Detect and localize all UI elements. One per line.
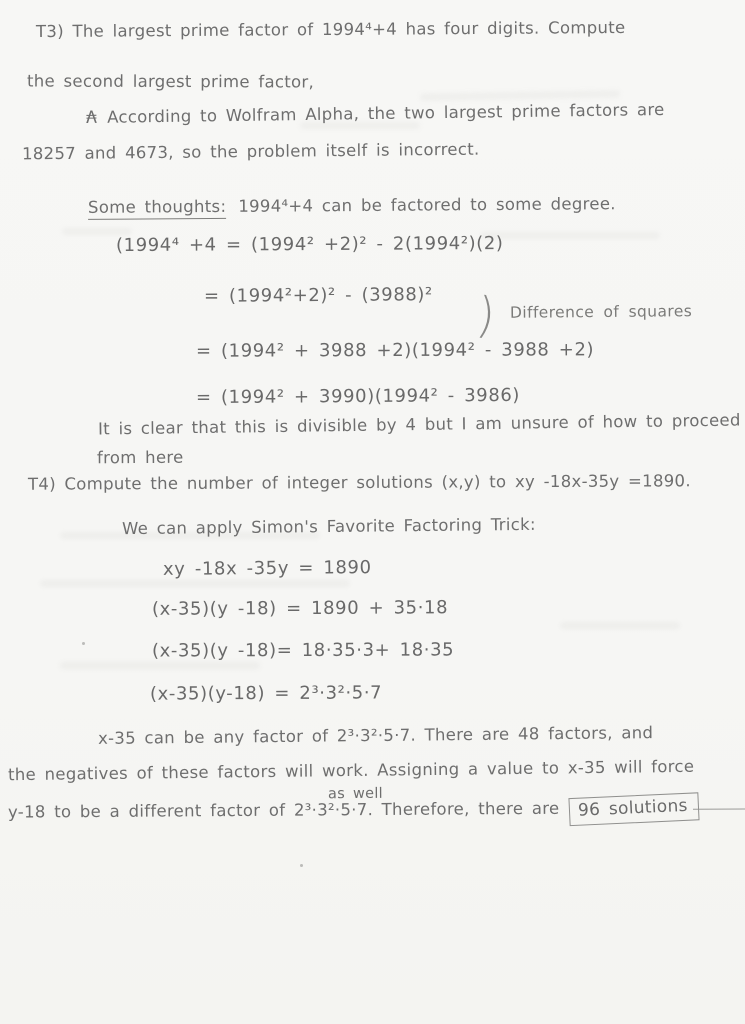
t4-insertion-as-well: as well	[327, 785, 384, 803]
t3-remark-line1: It is clear that this is divisible by 4 but I am unsure of how to proceed	[97, 410, 741, 439]
t3-remark-line2: from here	[96, 447, 184, 468]
t4-statement: T4) Compute the number of integer solutions (x,y) to xy -18x-35y =1890.	[27, 471, 691, 494]
t4-equation-1: xy -18x -35y = 1890	[162, 557, 372, 580]
bleed-through-artifact	[560, 622, 680, 629]
t3-wolfram-note-text: According to Wolfram Alpha, the two largest prime factors are	[107, 99, 665, 127]
t3-wolfram-note-line2: 18257 and 4673, so the problem itself is incorrect.	[21, 139, 480, 164]
t3-equation-2: = (1994²+2)² - (3988)²	[203, 284, 433, 307]
pencil-dot	[300, 864, 303, 867]
t3-statement-line2: the second largest prime factor,	[26, 71, 315, 92]
t4-remark-line1: x-35 can be any factor of 2³·3²·5·7. There are 48 factors, and	[97, 723, 654, 748]
t4-remark-line3	[8, 794, 745, 827]
t3-equation-3: = (1994² + 3988 +2)(1994² - 3988 +2)	[195, 339, 595, 362]
bleed-through-artifact	[480, 232, 660, 239]
t4-remark-line3-text: y-18 to be a different factor of 2³·3²·5·7. Therefore, there are	[7, 798, 560, 822]
t3-wolfram-note-line1	[86, 100, 665, 128]
t4-equation-3: (x-35)(y -18)= 18·35·3+ 18·35	[151, 639, 455, 662]
t3-statement-line1: T3) The largest prime factor of 1994⁴+4 has four digits. Compute	[35, 17, 626, 42]
t4-equation-4: (x-35)(y-18) = 2³·3²·5·7	[149, 682, 383, 705]
answer-box-underline	[693, 808, 745, 809]
pencil-dot	[82, 642, 85, 645]
t3-thoughts-line	[88, 194, 616, 217]
difference-of-squares-bracket: )	[474, 285, 498, 345]
annotation-marker-icon: ₳	[85, 107, 98, 129]
t4-remark-line2: the negatives of these factors will work. Assigning a value to x-35 will force	[7, 756, 695, 785]
t4-approach-line: We can apply Simon's Favorite Factoring Trick:	[121, 514, 536, 539]
bleed-through-artifact	[40, 580, 350, 587]
final-answer-box: 96 solutions	[569, 792, 700, 826]
t4-equation-2: (x-35)(y -18) = 1890 + 35·18	[151, 597, 449, 620]
t3-thoughts-label: Some thoughts:	[88, 197, 226, 220]
bleed-through-artifact	[62, 228, 132, 235]
bleed-through-artifact	[60, 662, 260, 669]
t3-equation-4: = (1994² + 3990)(1994² - 3986)	[195, 384, 521, 409]
bleed-through-artifact	[420, 90, 620, 100]
t3-equation-1: (1994⁴ +4 = (1994² +2)² - 2(1994²)(2)	[115, 232, 504, 257]
t3-thoughts-text: 1994⁴+4 can be factored to some degree.	[238, 194, 616, 216]
difference-of-squares-annotation: Difference of squares	[509, 302, 693, 322]
